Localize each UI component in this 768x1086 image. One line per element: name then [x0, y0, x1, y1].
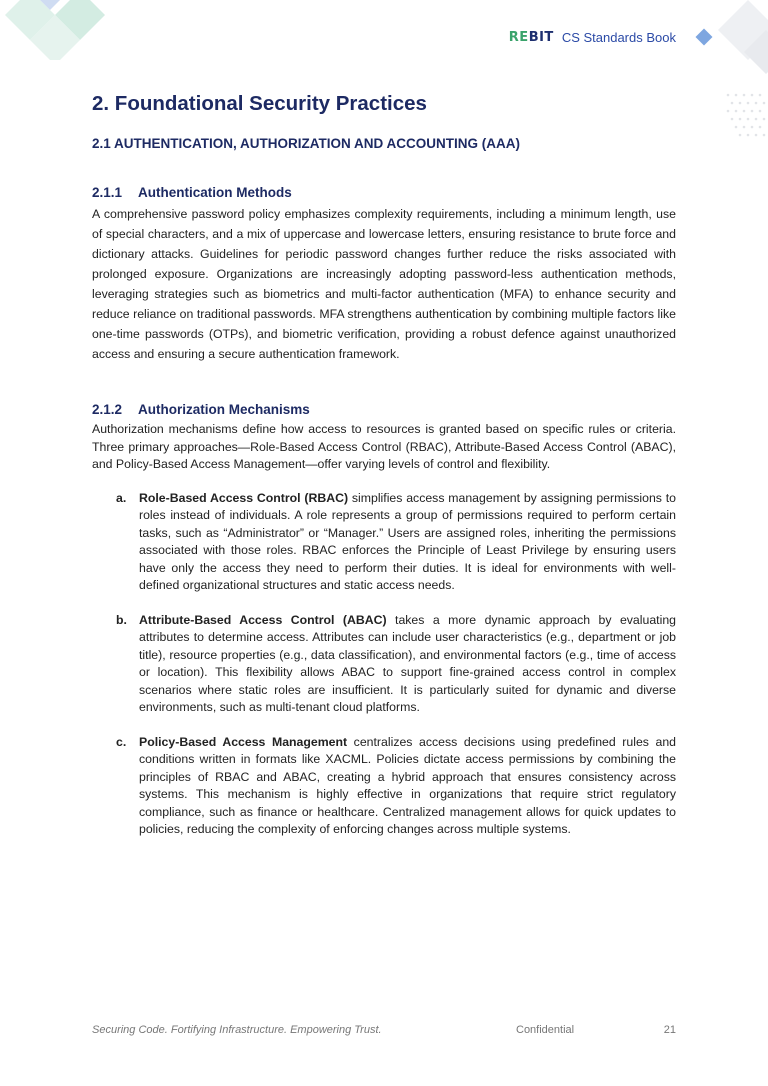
list-item	[92, 490, 676, 595]
list-item	[92, 612, 676, 717]
subsection-number: 2.1.2	[92, 402, 123, 417]
list-item-text: centralizes access decisions using predefined rules and conditions written in formats like XACML. Policies dictate access permissions by combining the principles of RBAC and ABAC, creating a hybrid approach that ensures consistency across systems. This mechanism is highly effective in organizations that require strict regulatory compliance, such as finance or healthcare. Centralized management allows for quick updates to policies, reducing the complexity of enforcing changes across multiple systems.	[139, 734, 676, 836]
list-marker: b.	[116, 612, 127, 627]
page-number: 21	[663, 1024, 676, 1036]
footer-classification: Confidential	[516, 1024, 575, 1036]
subsection-heading-authorization	[92, 402, 676, 417]
corner-decoration-top-right	[688, 0, 768, 160]
subsection-heading-authentication	[92, 185, 676, 200]
page-header	[509, 30, 676, 45]
book-title: CS Standards Book	[561, 30, 676, 45]
section-heading: 2.1 AUTHENTICATION, AUTHORIZATION AND ACCOUNTING (AAA)	[92, 136, 520, 151]
list-marker: a.	[116, 490, 127, 505]
footer-tagline: Securing Code. Fortifying Infrastructure. Empowering Trust.	[92, 1024, 382, 1036]
list-item-text: simplifies access management by assigning permissions to roles instead of individuals. A role represents a group of permissions required to perform certain tasks, such as “Administrator” or “Manager.” Users are assigned roles, inheriting the permissions associated with those roles. RBAC enforces the Principle of Least Privilege by ensuring users have only the access they need to perform their duties. It is ideal for environments with well-defined organizational structures and static access needs.	[139, 490, 676, 592]
page-content	[92, 92, 676, 856]
list-item-text: takes a more dynamic approach by evaluating attributes to determine access. Attributes can include user characteristics (e.g., department or job title), resource properties (e.g., data classification), and environmental factors (e.g., time of access or location). This flexibility allows ABAC to support fine-grained access control in complex scenarios where static roles are insufficient. It is particularly suited for dynamic and diverse environments, such as multi-tenant cloud platforms.	[139, 612, 677, 714]
corner-decoration-top-left	[0, 0, 120, 60]
list-item-lead: Role-Based Access Control (RBAC)	[139, 490, 349, 505]
page-title: 2. Foundational Security Practices	[92, 92, 427, 115]
access-control-list	[92, 490, 676, 839]
subsection-title: Authentication Methods	[138, 185, 292, 200]
list-item-lead: Attribute-Based Access Control (ABAC)	[139, 612, 387, 627]
authorization-intro: Authorization mechanisms define how access to resources is granted based on specific rules or criteria. Three primary approaches—Role-Based Access Control (RBAC), Attribute-Based Access Control (ABAC), and Policy-Based Access Management—offer varying levels of control and flexibility.	[92, 422, 676, 471]
list-item	[92, 734, 676, 839]
authentication-paragraph: A comprehensive password policy emphasizes complexity requirements, including a minimum length, use of special characters, and a mix of uppercase and lowercase letters, ensuring resistance to brute force and dictionary attacks. Guidelines for periodic password changes further reduce the risks associated with prolonged exposure. Organizations are increasingly adopting password-less authentication methods, leveraging strategies such as biometrics and multi-factor authentication (MFA) to enhance security and reduce reliance on traditional passwords. MFA strengthens authentication by combining multiple factors like one-time passwords (OTPs), and biometric verification, providing a robust defence against unauthorized access and ensuring a secure authentication framework.	[92, 207, 676, 361]
subsection-title: Authorization Mechanisms	[138, 402, 310, 417]
list-marker: c.	[116, 734, 127, 749]
rebit-logo: REBIT	[508, 30, 554, 45]
subsection-number: 2.1.1	[92, 185, 123, 200]
list-item-lead: Policy-Based Access Management	[139, 734, 348, 749]
